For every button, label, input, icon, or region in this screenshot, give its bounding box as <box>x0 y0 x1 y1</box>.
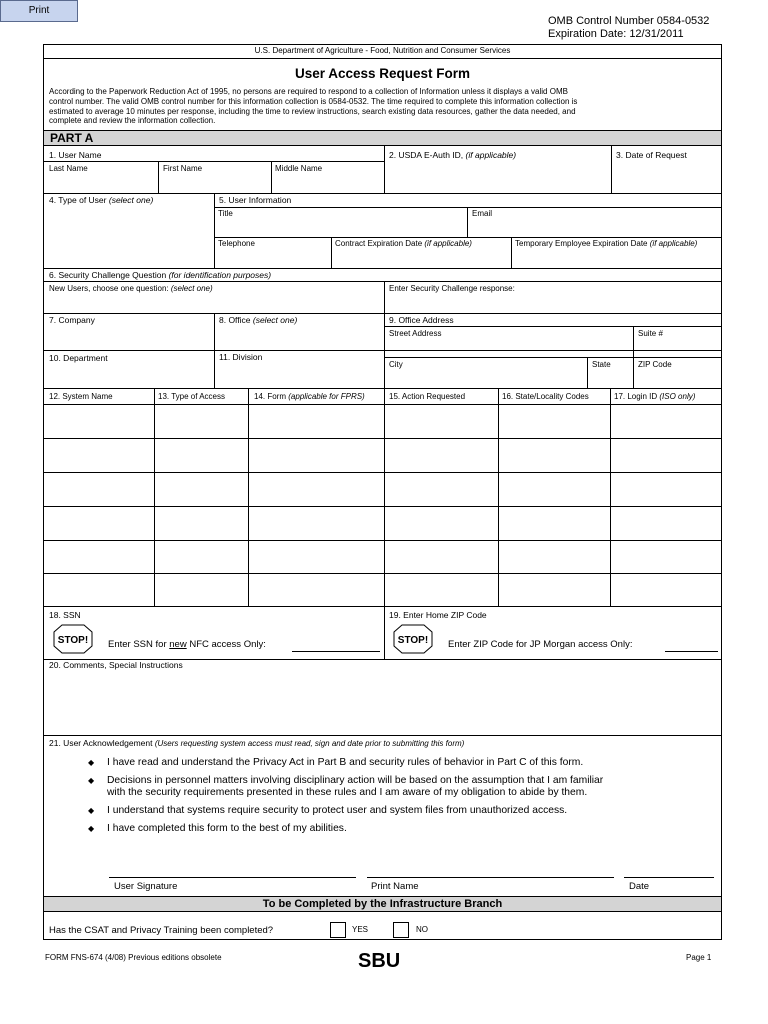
title-label: Title <box>218 209 233 218</box>
suite-label: Suite # <box>638 329 663 338</box>
part-a-header: PART A <box>44 130 721 146</box>
type-of-user-select[interactable] <box>44 207 213 267</box>
contract-expiration-input[interactable] <box>332 250 510 267</box>
field-10-department-label: 10. Department <box>49 353 108 363</box>
stop-sign-icon <box>393 624 433 654</box>
yes-label: YES <box>352 925 369 934</box>
col-login-id: 17. Login ID (ISO only) <box>614 392 696 401</box>
field-2-eauth-label: 2. USDA E-Auth ID, (if applicable) <box>389 150 517 160</box>
date-field[interactable] <box>624 860 714 877</box>
field-21-acknowledgement-label: 21. User Acknowledgement (Users requesting system access must read, sign and date prior to submitting this form) <box>49 738 465 748</box>
first-name-label: First Name <box>163 164 203 173</box>
col-system-name: 12. System Name <box>49 392 113 401</box>
state-label: State <box>592 360 611 369</box>
yes-checkbox[interactable] <box>330 922 346 938</box>
no-label: NO <box>416 925 428 934</box>
print-name-label: Print Name <box>371 881 419 892</box>
no-checkbox[interactable] <box>393 922 409 938</box>
svg-text:STOP!: STOP! <box>57 635 89 646</box>
office-select[interactable] <box>215 327 383 349</box>
col-state-locality-codes: 16. State/Locality Codes <box>502 392 589 401</box>
first-name-input[interactable] <box>159 173 270 192</box>
challenge-response-label: Enter Security Challenge response: <box>389 284 515 293</box>
field-5-user-info-label: 5. User Information <box>219 195 292 205</box>
training-question: Has the CSAT and Privacy Training been completed? <box>49 925 274 936</box>
department-input[interactable] <box>44 365 213 387</box>
system-table-row[interactable] <box>44 507 721 540</box>
field-18-ssn-label: 18. SSN <box>49 610 81 620</box>
col-type-of-access: 13. Type of Access <box>158 392 226 401</box>
zip-prompt: Enter ZIP Code for JP Morgan access Only: <box>448 639 633 650</box>
list-item: ◆ I have read and understand the Privacy Act in Part B and security rules of behavior in Part C of this form. <box>88 757 584 768</box>
form-id: FORM FNS-674 (4/08) Previous editions obsolete <box>45 953 222 962</box>
user-access-request-form <box>43 44 722 940</box>
col-form: 14. Form (applicable for FPRS) <box>254 392 365 401</box>
page-title: User Access Request Form <box>294 66 471 81</box>
field-9-office-address-label: 9. Office Address <box>389 315 454 325</box>
street-address-input[interactable] <box>385 339 632 356</box>
zip-code-input[interactable] <box>634 371 721 387</box>
infrastructure-header: To be Completed by the Infrastructure Branch <box>44 896 721 912</box>
user-signature-label: User Signature <box>114 881 178 892</box>
system-table-row[interactable] <box>44 574 721 606</box>
field-7-company-label: 7. Company <box>49 315 95 325</box>
home-zip-input[interactable] <box>665 638 718 651</box>
sbu-marking: SBU <box>358 950 401 972</box>
field-6-security-question-label: 6. Security Challenge Question (for identification purposes) <box>49 270 272 280</box>
eauth-id-input[interactable] <box>385 163 610 192</box>
col-action-requested: 15. Action Requested <box>389 392 466 401</box>
temp-expiration-label: Temporary Employee Expiration Date (if applicable) <box>515 239 698 248</box>
email-label: Email <box>472 209 493 218</box>
comments-textarea[interactable] <box>44 672 721 734</box>
last-name-input[interactable] <box>44 173 157 192</box>
ssn-input[interactable] <box>292 638 380 651</box>
field-11-division-label: 11. Division <box>219 352 263 362</box>
field-19-home-zip-label: 19. Enter Home ZIP Code <box>389 610 487 620</box>
zip-code-label: ZIP Code <box>638 360 672 369</box>
company-input[interactable] <box>44 327 213 349</box>
middle-name-input[interactable] <box>272 173 383 192</box>
ssn-prompt: Enter SSN for new NFC access Only: <box>108 639 266 650</box>
field-1-user-name-label: 1. User Name <box>49 150 102 160</box>
challenge-response-input[interactable] <box>385 295 721 312</box>
email-input[interactable] <box>468 219 721 236</box>
street-address-label: Street Address <box>389 329 442 338</box>
user-signature-field[interactable] <box>109 860 356 877</box>
field-8-office-label: 8. Office (select one) <box>219 315 298 325</box>
list-item: ◆ I have completed this form to the best of my abilities. <box>88 823 347 834</box>
print-button[interactable]: Print <box>0 0 78 22</box>
system-table-row[interactable] <box>44 473 721 506</box>
middle-name-label: Middle Name <box>275 164 323 173</box>
system-table-row[interactable] <box>44 439 721 472</box>
state-input[interactable] <box>588 371 632 387</box>
suite-input[interactable] <box>634 339 721 356</box>
title-input[interactable] <box>215 219 466 236</box>
omb-expiration-date: Expiration Date: 12/31/2011 <box>548 28 684 40</box>
field-3-date-label: 3. Date of Request <box>616 150 687 160</box>
temp-expiration-input[interactable] <box>512 250 721 267</box>
date-of-request-input[interactable] <box>612 163 721 192</box>
field-20-comments-label: 20. Comments, Special Instructions <box>49 660 183 670</box>
system-table-row[interactable] <box>44 541 721 573</box>
acknowledgement-list: ◆ I have read and understand the Privacy Act in Part B and security rules of behavior in Part C of this form. ◆ Decisions in personnel matters involving disciplinary action will be based on the assumption that I am familiar with the security requirements presented in these rules and I am aware of my obligation to abide by them. ◆ I understand that systems require security to protect user and system files from unauthorized access. ◆ I have completed this form to the best of my abilities. <box>88 757 604 834</box>
field-4-type-of-user-label: 4. Type of User (select one) <box>49 195 154 205</box>
stop-sign-icon <box>53 624 93 654</box>
new-users-label: New Users, choose one question: (select one) <box>49 284 213 293</box>
agency-name: U.S. Department of Agriculture - Food, Nutrition and Consumer Services <box>254 46 511 55</box>
security-question-select[interactable] <box>44 295 383 312</box>
list-item: ◆ Decisions in personnel matters involving disciplinary action will be based on the assumption that I am familiar <box>88 775 604 786</box>
division-input[interactable] <box>215 365 383 387</box>
telephone-input[interactable] <box>215 250 330 267</box>
telephone-label: Telephone <box>218 239 255 248</box>
print-name-field[interactable] <box>367 860 614 877</box>
city-input[interactable] <box>385 371 586 387</box>
list-item: ◆ I understand that systems require security to protect user and system files from unauthorized access. <box>88 805 568 816</box>
page-number: Page 1 <box>686 953 712 962</box>
svg-text:STOP!: STOP! <box>397 635 429 646</box>
system-table-row[interactable] <box>44 405 721 438</box>
last-name-label: Last Name <box>49 164 88 173</box>
city-label: City <box>389 360 403 369</box>
omb-control-number: OMB Control Number 0584-0532 <box>548 15 710 27</box>
paperwork-notice: According to the Paperwork Reduction Act of 1995, no persons are required to respond to a collection of Information unless it displays a valid OMB control number. The valid OMB control number for this information collection is 0584-0532. The time required to complete this information collection is estimated to average 10 minutes per response, including the time to review instructions, search existing data resources, gather the data needed, and complete and review the information collection. <box>49 87 578 126</box>
contract-expiration-label: Contract Expiration Date (if applicable) <box>335 239 472 248</box>
date-label: Date <box>629 881 650 892</box>
